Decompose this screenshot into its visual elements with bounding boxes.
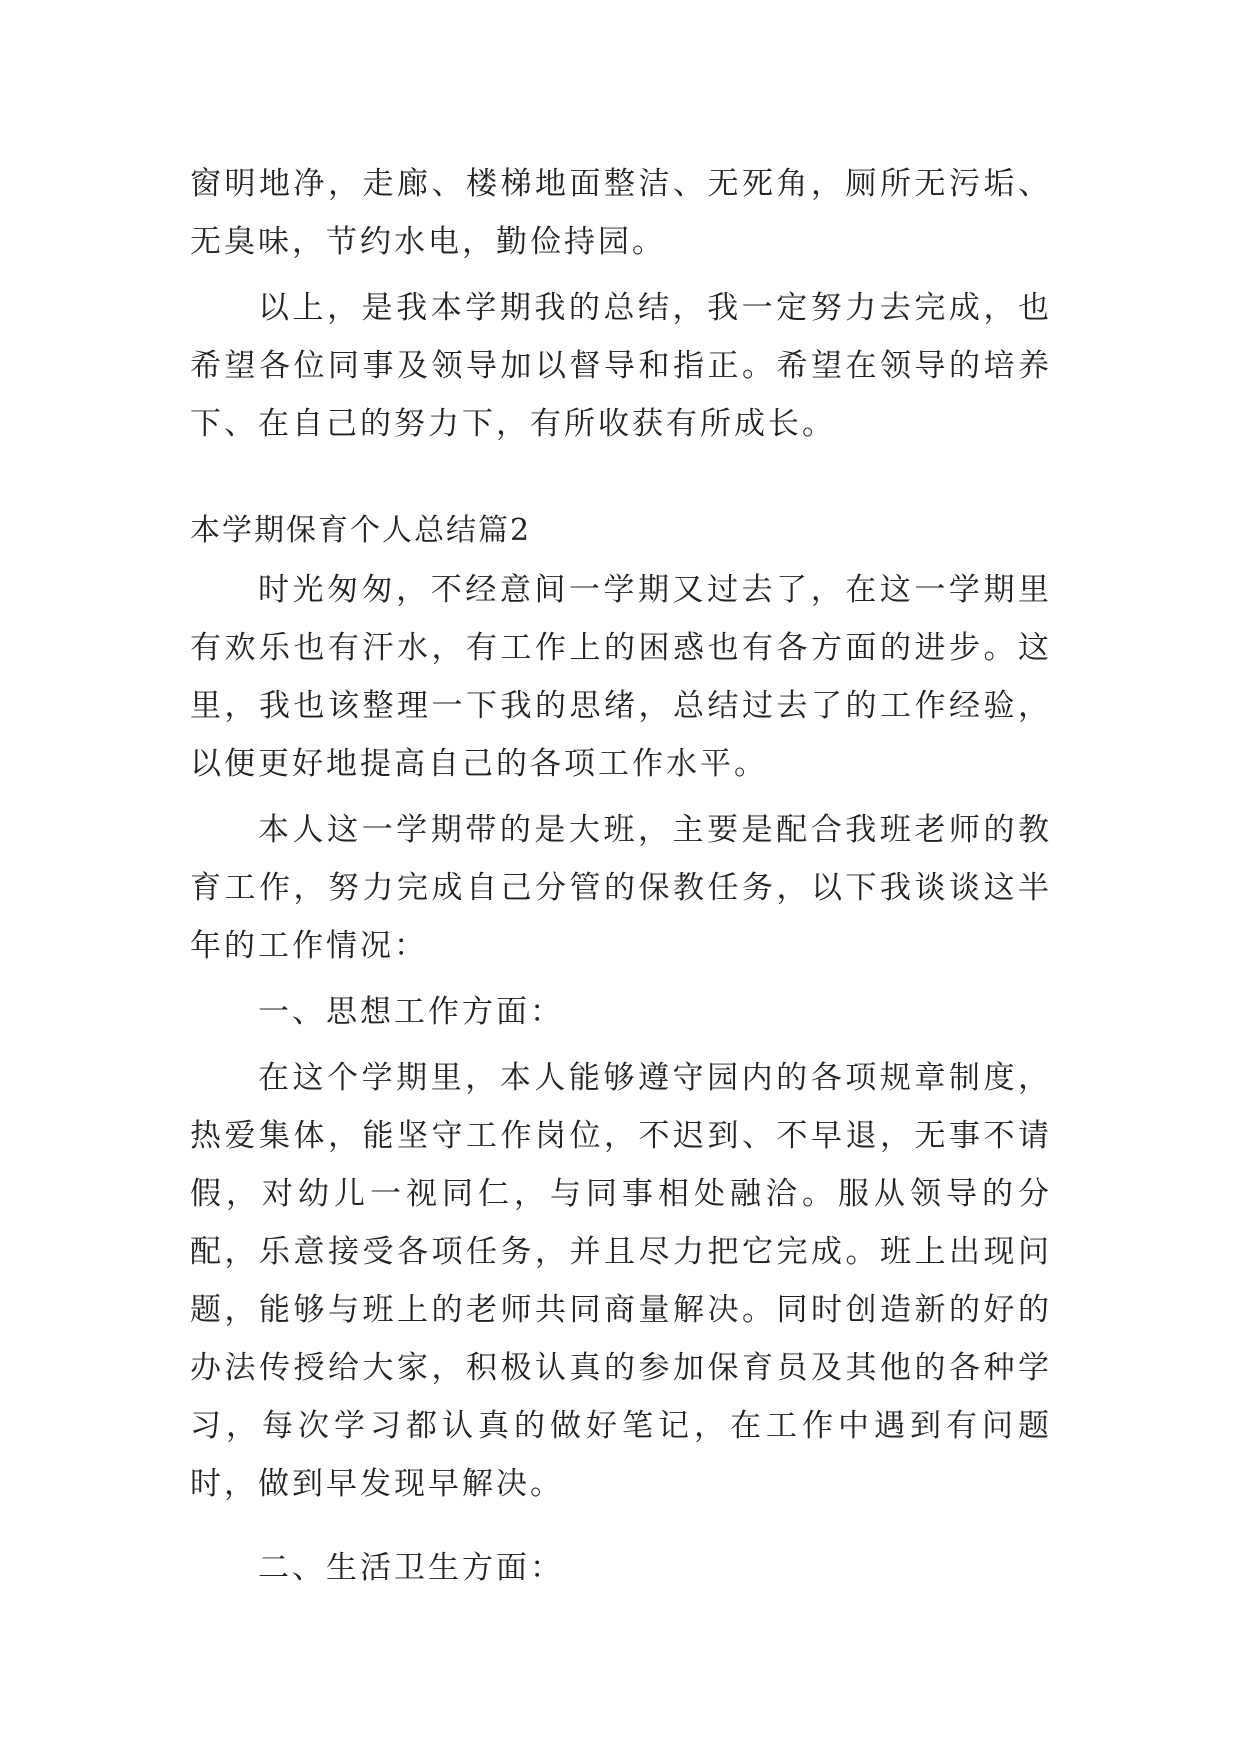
document-content <box>190 155 1052 1597</box>
paragraph-continued: 窗明地净，走廊、楼梯地面整洁、无死角，厕所无污垢、无臭味，节约水电，勤俭持园。 <box>190 166 1052 260</box>
section-title: 本学期保育个人总结篇2 <box>190 513 532 548</box>
subheading-hygiene: 二、生活卫生方面： <box>258 1550 564 1586</box>
paragraph-conclusion: 以上，是我本学期我的总结，我一定努力去完成，也希望各位同事及领导加以督导和指正。希望在领导的培养下、在自己的努力下，有所收获有所成长。 <box>190 290 1052 442</box>
paragraph-role: 本人这一学期带的是大班，主要是配合我班老师的教育工作，努力完成自己分管的保教任务，以下我谈谈这半年的工作情况： <box>190 812 1052 964</box>
subheading-ideology: 一、思想工作方面： <box>258 994 564 1030</box>
paragraph-intro: 时光匆匆，不经意间一学期又过去了，在这一学期里有欢乐也有汗水，有工作上的困惑也有各方面的进步。这里，我也该整理一下我的思绪，总结过去了的工作经验，以便更好地提高自己的各项工作水平。 <box>190 572 1052 782</box>
paragraph-ideology: 在这个学期里，本人能够遵守园内的各项规章制度，热爱集体，能坚守工作岗位，不迟到、不早退，无事不请假，对幼儿一视同仁，与同事相处融洽。服从领导的分配，乐意接受各项任务，并且尽力把它完成。班上出现问题，能够与班上的老师共同商量解决。同时创造新的好的办法传授给大家，积极认真的参加保育员及其他的各种学习，每次学习都认真的做好笔记，在工作中遇到有问题时，做到早发现早解决。 <box>190 1060 1052 1502</box>
